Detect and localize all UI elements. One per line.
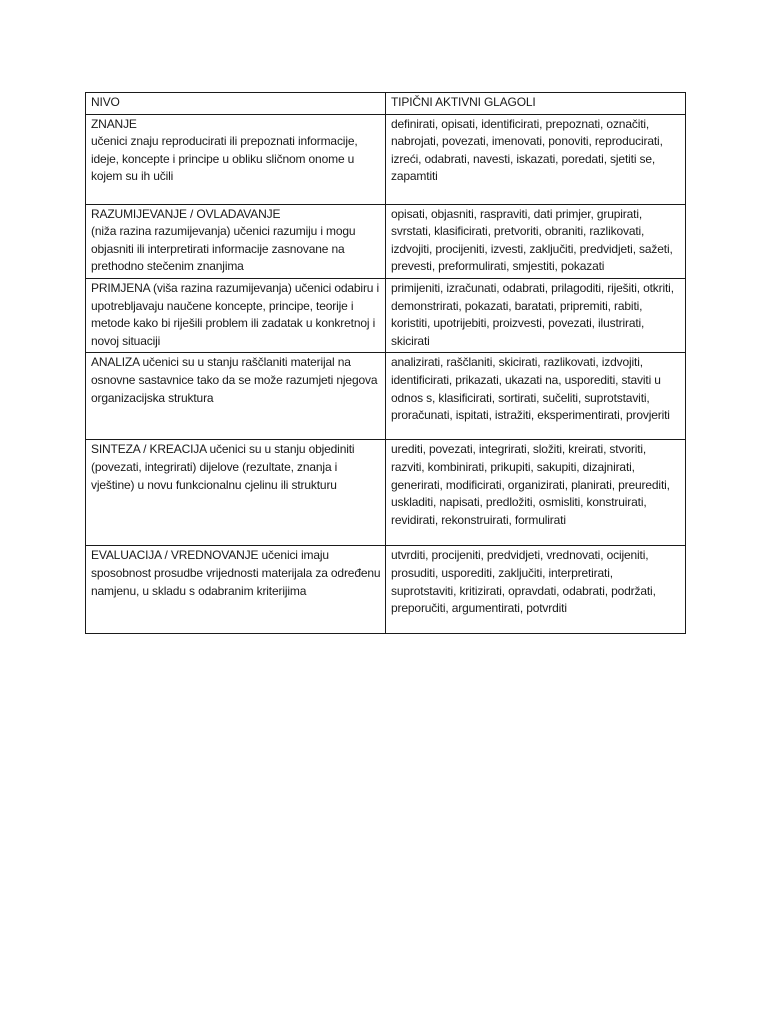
level-cell bbox=[86, 204, 386, 278]
table-row bbox=[86, 204, 686, 278]
table-row bbox=[86, 440, 686, 546]
verbs-cell: analizirati, raščlaniti, skicirati, razlikovati, izdvojiti, identificirati, prikazati, ukazati na, usporediti, staviti u odnos s, klasificirati, sortirati, sučeliti, suprotstaviti, proračunati, ispitati, istražiti, eksperimentirati, provjeriti bbox=[386, 353, 686, 440]
level-description: (niža razina razumijevanja) učenici razumiju i mogu objasniti ili interpretirati informacije zasnovane na prethodno stečenim znanjima bbox=[91, 224, 356, 274]
table-row bbox=[86, 278, 686, 352]
level-cell: PRIMJENA (viša razina razumijevanja) učenici odabiru i upotrebljavaju naučene koncepte, principe, teorije i metode kako bi riješili problem ili zadatak u konkretnoj i novoj situaciji bbox=[86, 278, 386, 352]
level-description: učenici znaju reproducirati ili prepoznati informacije, ideje, koncepte i principe u obliku sličnom onome u kojem su ih učili bbox=[91, 134, 358, 184]
table-header-row bbox=[86, 93, 686, 115]
header-verbs: TIPIČNI AKTIVNI GLAGOLI bbox=[386, 93, 686, 115]
level-title: RAZUMIJEVANJE / OVLADAVANJE bbox=[91, 206, 281, 221]
table-row bbox=[86, 114, 686, 204]
level-cell: SINTEZA / KREACIJA učenici su u stanju objediniti (povezati, integrirati) dijelove (rezultate, znanja i vještine) u novu funkcionalnu cjelinu ili strukturu bbox=[86, 440, 386, 546]
table-row bbox=[86, 353, 686, 440]
level-cell: EVALUACIJA / VREDNOVANJE učenici imaju sposobnost prosudbe vrijednosti materijala za određenu namjenu, u skladu s odabranim kriterijima bbox=[86, 546, 386, 634]
verbs-cell: urediti, povezati, integrirati, složiti, kreirati, stvoriti, razviti, kombinirati, prikupiti, sakupiti, dizajnirati, generirati, modificirati, organizirati, planirati, preurediti, uskladiti, napisati, predložiti, osmisliti, konstruirati, revidirati, rekonstruirati, formulirati bbox=[386, 440, 686, 546]
header-level: NIVO bbox=[86, 93, 386, 115]
verbs-cell: primijeniti, izračunati, odabrati, prilagoditi, riješiti, otkriti, demonstrirati, pokazati, baratati, pripremiti, rabiti, koristiti, upotrijebiti, proizvesti, povezati, ilustrirati, skicirati bbox=[386, 278, 686, 352]
verbs-cell: utvrditi, procijeniti, predvidjeti, vrednovati, ocijeniti, prosuditi, usporediti, zaključiti, interpretirati, suprotstaviti, kritizirati, opravdati, odabrati, podržati, preporučiti, argumentirati, potvrditi bbox=[386, 546, 686, 634]
verbs-cell: opisati, objasniti, raspraviti, dati primjer, grupirati, svrstati, klasificirati, pretvoriti, obraniti, razlikovati, izdvojiti, procijeniti, izvesti, zaključiti, predvidjeti, sažeti, prevesti, preformulirati, smjestiti, pokazati bbox=[386, 204, 686, 278]
verbs-cell: definirati, opisati, identificirati, prepoznati, označiti, nabrojati, povezati, imenovati, ponoviti, reproducirati, izreći, odabrati, navesti, iskazati, poredati, sjetiti se, zapamtiti bbox=[386, 114, 686, 204]
level-cell bbox=[86, 114, 386, 204]
level-cell: ANALIZA učenici su u stanju raščlaniti materijal na osnovne sastavnice tako da se može razumjeti njegova organizacijska struktura bbox=[86, 353, 386, 440]
learning-levels-table bbox=[85, 92, 686, 634]
level-title: ZNANJE bbox=[91, 116, 137, 131]
table-row bbox=[86, 546, 686, 634]
